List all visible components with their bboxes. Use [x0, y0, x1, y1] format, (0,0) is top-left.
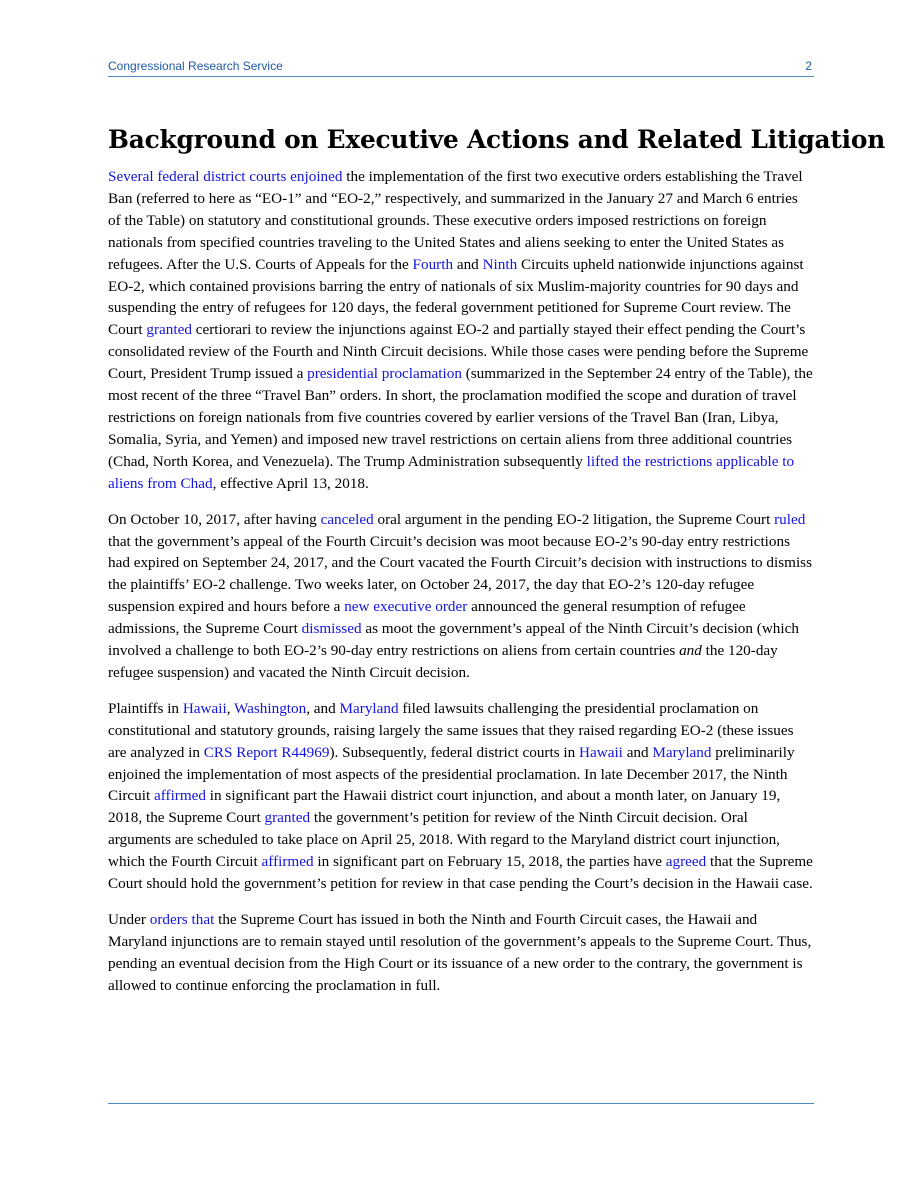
link-agreed[interactable]: agreed — [665, 853, 707, 871]
paragraph-2: On October 10, 2017, after having canceled oral argument in the pending EO-2 litigation, the Supreme Court ruled that the government’s appeal of the Fourth Circuit’s decision was moot because EO-2’s 90-day entry restrictions had expired on September 24, 2017, and the Court vacated the Fourth Circuit’s decision with instructions to dismiss the plaintiffs’ EO-2 challenge. Two weeks later, on October 24, 2017, the day that EO-2’s 120-day refugee suspension expired and hours before a new executive order announced the general resumption of refugee admissions, the Supreme Court dismissed as moot the government’s appeal of the Ninth Circuit’s decision (which involved a challenge to both EO-2’s 90-day entry restrictions on aliens from certain countries and the 120-day refugee suspension) and vacated the Ninth Circuit decision. — [108, 510, 813, 681]
link-hawaii-district[interactable]: Hawaii — [579, 743, 623, 761]
link-fourth[interactable]: Fourth — [412, 255, 454, 273]
link-ninth[interactable]: Ninth — [482, 255, 518, 273]
link-district-courts-enjoined[interactable]: Several federal district courts enjoined — [108, 168, 343, 185]
link-affirmed-ninth[interactable]: affirmed — [153, 787, 206, 805]
link-maryland[interactable]: Maryland — [339, 699, 399, 717]
link-orders-that[interactable]: orders that — [149, 911, 215, 928]
paragraph-4: Under orders that the Supreme Court has issued in both the Ninth and Fourth Circuit cases, the Hawaii and Maryland injunctions are to remain stayed until resolution of the government’s appeals to the Supreme Court. Thus, pending an eventual decision from the High Court or its issuance of a new order to the contrary, the government is allowed to continue enforcing the proclamation in full. — [108, 911, 812, 994]
link-affirmed-fourth[interactable]: affirmed — [261, 853, 314, 871]
link-presidential-proclamation[interactable]: presidential proclamation — [307, 365, 462, 383]
link-maryland-district[interactable]: Maryland — [652, 743, 712, 761]
link-new-executive-order[interactable]: new executive order — [344, 598, 468, 616]
link-canceled[interactable]: canceled — [320, 510, 374, 528]
link-dismissed[interactable]: dismissed — [301, 620, 362, 638]
link-crs-report[interactable]: CRS Report R44969 — [203, 743, 330, 761]
header-rule — [108, 76, 814, 77]
link-hawaii[interactable]: Hawaii — [182, 699, 227, 717]
page-header — [108, 59, 814, 76]
header-org-name: Congressional Research Service — [108, 59, 283, 73]
link-washington[interactable]: Washington — [234, 699, 307, 717]
link-granted[interactable]: granted — [146, 321, 192, 339]
section-heading: Background on Executive Actions and Related Litigation — [108, 125, 886, 154]
paragraph-3: Plaintiffs in Hawaii, Washington, and Maryland filed lawsuits challenging the presidential proclamation on constitutional and statutory grounds, raising largely the same issues that they raised regarding EO-2 (these issues are analyzed in CRS Report R44969). Subsequently, federal district courts in Hawaii and Maryland preliminarily enjoined the implementation of most aspects of the presidential proclamation. In late December 2017, the Ninth Circuit affirmed in significant part the Hawaii district court injunction, and about a month later, on January 19, 2018, the Supreme Court granted the government’s petition for review of the Ninth Circuit decision. Oral arguments are scheduled to take place on April 25, 2018. With regard to the Maryland district court injunction, which the Fourth Circuit affirmed in significant part on February 15, 2018, the parties have agreed that the Supreme Court should hold the government’s petition for review in that case pending the Court’s decision in the Hawaii case. — [108, 699, 813, 893]
body-text — [108, 166, 814, 1011]
paragraph-1: Several federal district courts enjoined the implementation of the first two executive orders establishing the Travel Ban (referred to here as “EO-1” and “EO-2,” respectively, and summarized in the January 27 and March 6 entries of the Table) on statutory and constitutional grounds. These executive orders imposed restrictions on foreign nationals from specified countries traveling to the United States and aliens seeking to enter the United States as refugees. After the U.S. Courts of Appeals for the Fourth and Ninth Circuits upheld nationwide injunctions against EO-2, which contained provisions barring the entry of nationals of six Muslim-majority countries for 90 days and suspending the entry of refugees for 120 days, the federal government petitioned for Supreme Court review. The Court granted certiorari to review the injunctions against EO-2 and partially stayed their effect pending the Court’s consolidated review of the Fourth and Ninth Circuit decisions. While those cases were pending before the Supreme Court, President Trump issued a presidential proclamation (summarized in the September 24 entry of the Table), the most recent of the three “Travel Ban” orders. In short, the proclamation modified the scope and duration of travel restrictions on foreign nationals from five countries covered by earlier versions of the Travel Ban (Iran, Libya, Somalia, Syria, and Yemen) and imposed new travel restrictions on certain aliens from three additional countries (Chad, North Korea, and Venezuela). The Trump Administration subsequently lifted the restrictions applicable to aliens from Chad, effective April 13, 2018. — [108, 168, 813, 492]
footer-rule — [108, 1103, 814, 1104]
page-number: 2 — [805, 59, 812, 73]
link-ruled[interactable]: ruled — [774, 510, 806, 528]
link-lifted-restrictions-chad[interactable]: lifted the restrictions applicable to aliens from Chad — [108, 452, 795, 492]
link-granted-petition[interactable]: granted — [264, 809, 311, 827]
